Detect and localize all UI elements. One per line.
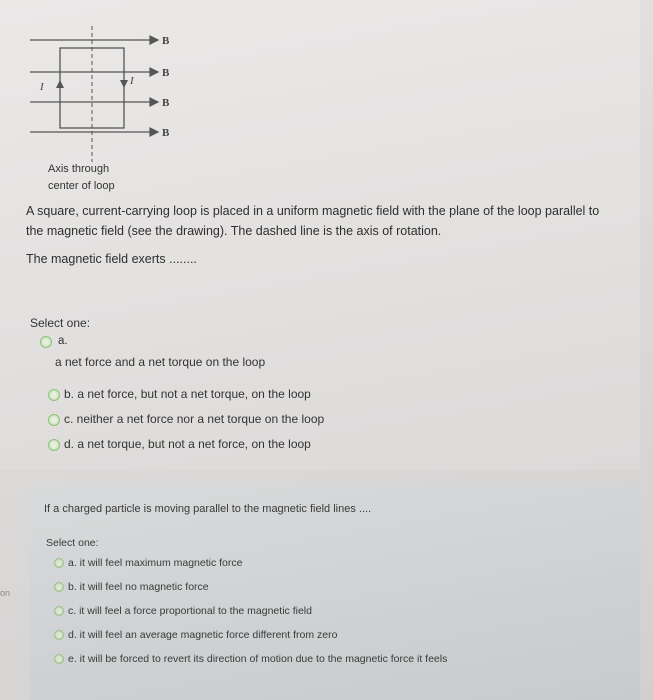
option-b-text[interactable]: b. a net force, but not a net torque, on the loop: [64, 387, 311, 401]
q2-option-e-radio[interactable]: [54, 654, 64, 664]
current-label-left: I: [40, 81, 44, 93]
question-1-prompt: The magnetic field exerts ........: [26, 252, 197, 266]
field-arrow-1: [150, 36, 158, 44]
field-label-1: B: [162, 35, 170, 47]
question-1-text-line2: the magnetic field (see the drawing). The dashed line is the axis of rotation.: [26, 224, 442, 238]
side-tab-label: on: [0, 588, 11, 598]
field-arrow-3: [150, 98, 158, 106]
option-a-radio[interactable]: [40, 336, 52, 348]
option-c-radio[interactable]: [48, 414, 60, 426]
question-1-text-line1: A square, current-carrying loop is placed in a uniform magnetic field with the plane of the loop parallel to: [26, 204, 600, 218]
option-a-text[interactable]: a net force and a net torque on the loop: [55, 355, 266, 369]
magnetic-loop-figure: [20, 22, 220, 182]
current-loop: [60, 48, 124, 128]
option-c-text[interactable]: c. neither a net force nor a net torque on the loop: [64, 412, 325, 426]
current-arrow-left: [56, 80, 64, 88]
option-d-radio[interactable]: [48, 439, 60, 451]
axis-label-line2: center of loop: [48, 180, 115, 192]
field-arrow-2: [150, 68, 158, 76]
question-2-prompt: If a charged particle is moving parallel to the magnetic field lines ....: [44, 503, 372, 515]
option-d-text[interactable]: d. a net torque, but not a net force, on the loop: [64, 437, 311, 451]
q2-option-b-radio[interactable]: [54, 582, 64, 592]
option-b-radio[interactable]: [48, 389, 60, 401]
field-label-4: B: [162, 127, 170, 139]
q2-option-d-radio[interactable]: [54, 630, 64, 640]
current-arrow-right: [120, 80, 128, 88]
current-label-right: I: [130, 75, 134, 87]
q2-option-e-text[interactable]: e. it will be forced to revert its direction of motion due to the magnetic force it feels: [68, 653, 448, 665]
field-label-3: B: [162, 97, 170, 109]
q2-option-b-text[interactable]: b. it will feel no magnetic force: [68, 581, 209, 593]
question-2-panel: [30, 483, 640, 700]
q2-option-c-radio[interactable]: [54, 606, 64, 616]
q2-option-c-text[interactable]: c. it will feel a force proportional to the magnetic field: [68, 605, 312, 617]
option-a-letter: a.: [58, 335, 68, 347]
q2-option-a-text[interactable]: a. it will feel maximum magnetic force: [68, 557, 243, 569]
q2-option-a-radio[interactable]: [54, 558, 64, 568]
select-one-label-2: Select one:: [46, 537, 99, 549]
q2-option-d-text[interactable]: d. it will feel an average magnetic force different from zero: [68, 629, 338, 641]
field-label-2: B: [162, 67, 170, 79]
axis-label-line1: Axis through: [48, 163, 110, 175]
field-arrow-4: [150, 128, 158, 136]
select-one-label: Select one:: [30, 316, 91, 330]
